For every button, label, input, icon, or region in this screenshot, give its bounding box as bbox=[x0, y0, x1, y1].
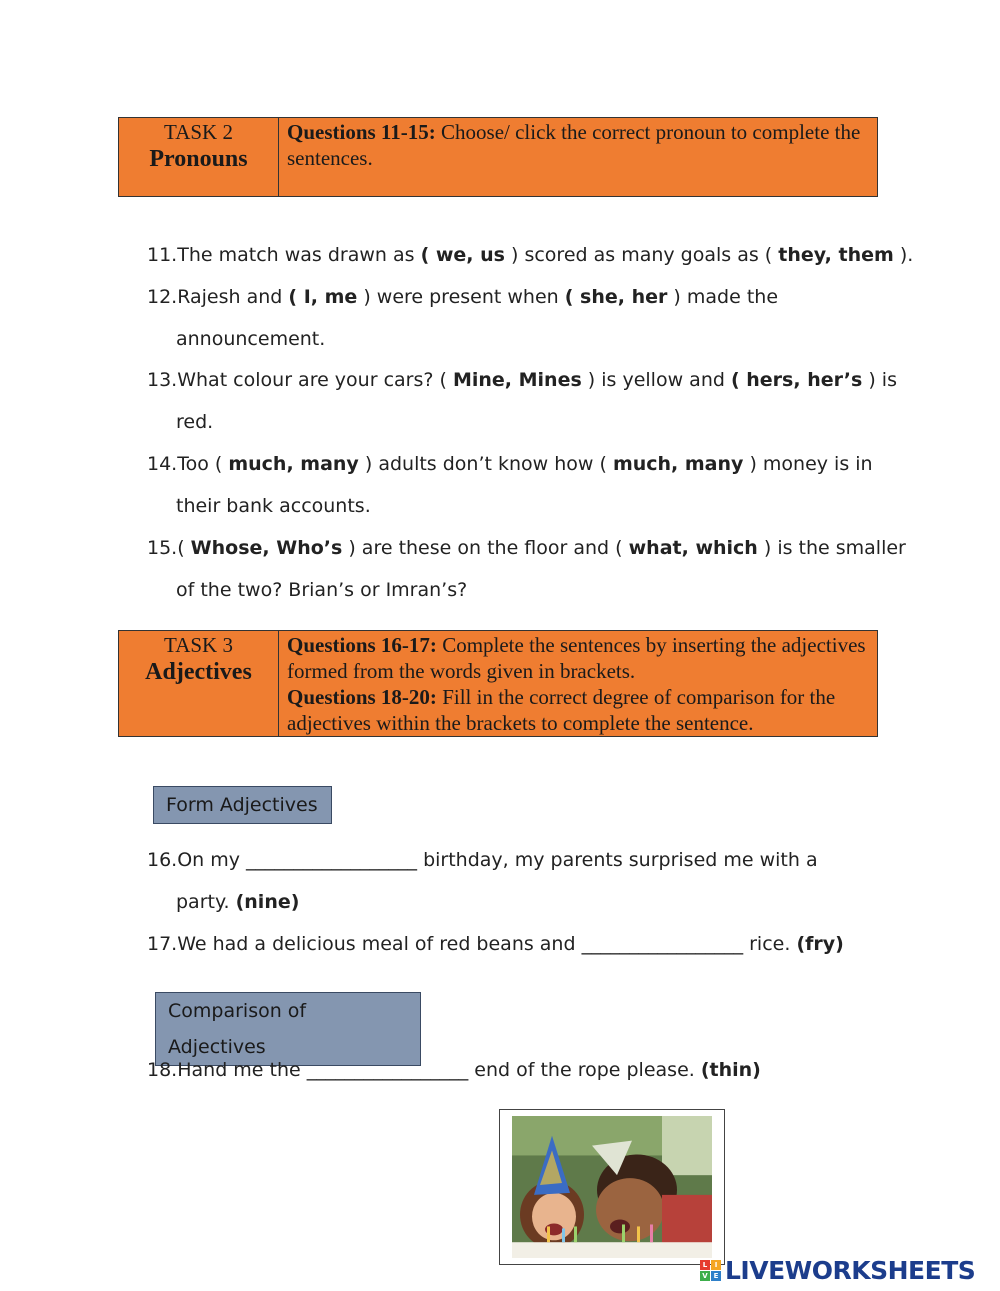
birthday-party-illustration bbox=[512, 1116, 712, 1258]
answer-input[interactable] bbox=[243, 846, 435, 876]
instruction-text: Fill in the correct degree of comparison for the adjectives within the brackets to complete the sentence. bbox=[287, 685, 836, 735]
choice-group-1[interactable]: much, many bbox=[228, 453, 359, 475]
choice-group-2[interactable]: what, which bbox=[628, 537, 758, 559]
logo-text: LIVEWORKSHEETS bbox=[725, 1255, 976, 1285]
question-15: 15.( Whose, Who’s ) are these on the floor and ( what, which ) is the smaller of the two? Brian’s or Imran’s? bbox=[147, 527, 906, 611]
logo-square: E bbox=[711, 1271, 721, 1281]
birthday-photo bbox=[499, 1109, 725, 1265]
question-17: 17.We had a delicious meal of red beans and _________________ rice. (fry) bbox=[147, 933, 844, 955]
question-13: 13.What colour are your cars? ( Mine, Mines ) is yellow and ( hers, her’s ) is red. bbox=[147, 359, 897, 443]
choice-group-1[interactable]: ( I, me bbox=[288, 286, 358, 308]
instruction-range: Questions 11-15: bbox=[287, 120, 436, 144]
instruction-range: Questions 18-20: bbox=[287, 685, 437, 709]
question-16: 16.On my __________________ birthday, my parents surprised me with a party. (nine) bbox=[147, 839, 818, 923]
question-11: 11.The match was drawn as ( we, us ) scored as many goals as ( they, them ). bbox=[147, 244, 914, 266]
choice-group-1[interactable]: Whose, Who’s bbox=[190, 537, 343, 559]
task2-label bbox=[119, 118, 279, 196]
word-hint: (fry) bbox=[796, 933, 844, 955]
question-continuation: of the two? Brian’s or Imran’s? bbox=[176, 579, 468, 601]
liveworksheets-logo-icon bbox=[700, 1260, 721, 1281]
choice-group-1[interactable]: Mine, Mines bbox=[452, 369, 582, 391]
question-14: 14.Too ( much, many ) adults don’t know how ( much, many ) money is in their bank accounts. bbox=[147, 443, 873, 527]
instruction-text: Complete the sentences by inserting the adjectives formed from the words given in brackets. bbox=[287, 633, 866, 683]
liveworksheets-logo bbox=[700, 1255, 975, 1285]
word-hint: (thin) bbox=[700, 1059, 761, 1081]
word-hint: (nine) bbox=[235, 891, 300, 913]
question-12: 12.Rajesh and ( I, me ) were present when ( she, her ) made the announcement. bbox=[147, 276, 778, 360]
task3-instructions bbox=[279, 631, 877, 736]
question-continuation: their bank accounts. bbox=[176, 495, 371, 517]
instruction-range: Questions 16-17: bbox=[287, 633, 437, 657]
logo-square: V bbox=[700, 1271, 710, 1281]
logo-square: I bbox=[711, 1260, 721, 1270]
choice-group-2[interactable]: ( she, her bbox=[564, 286, 668, 308]
choice-group-2[interactable]: ( hers, her’s bbox=[730, 369, 863, 391]
comparison-adjectives-label: Comparison of Adjectives bbox=[155, 992, 421, 1066]
form-adjectives-label: Form Adjectives bbox=[153, 786, 332, 824]
choice-group-2[interactable]: they, them bbox=[778, 244, 894, 266]
choice-group-2[interactable]: much, many bbox=[612, 453, 744, 475]
task-number: TASK 3 bbox=[164, 633, 233, 657]
instruction-text: Choose/ click the correct pronoun to complete the sentences. bbox=[287, 120, 861, 170]
task-name: Adjectives bbox=[145, 659, 252, 685]
task-number: TASK 2 bbox=[164, 120, 233, 144]
task3-label bbox=[119, 631, 279, 736]
choice-group-1[interactable]: ( we, us bbox=[420, 244, 505, 266]
task3-header bbox=[118, 630, 878, 737]
question-continuation: announcement. bbox=[176, 328, 326, 350]
task2-header bbox=[118, 117, 878, 197]
task2-instructions bbox=[279, 118, 877, 196]
question-continuation: red. bbox=[176, 411, 214, 433]
task-name: Pronouns bbox=[149, 146, 248, 172]
answer-input[interactable] bbox=[301, 1056, 483, 1086]
logo-square: L bbox=[700, 1260, 710, 1270]
question-continuation: party. (nine) bbox=[176, 891, 300, 913]
question-18: 18.Hand me the _________________ end of the rope please. (thin) bbox=[147, 1059, 761, 1081]
answer-input[interactable] bbox=[568, 930, 748, 960]
